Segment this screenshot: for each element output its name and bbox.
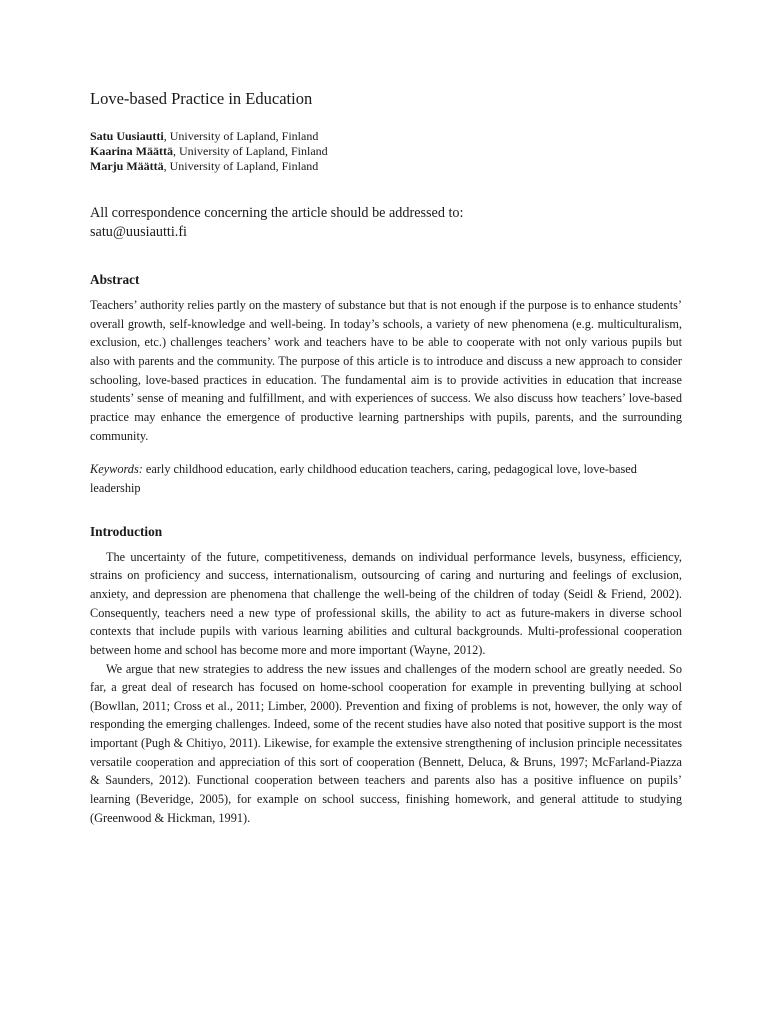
abstract-text: Teachers’ authority relies partly on the mastery of substance but that is not enough if the purpose is to enhance students’ overall growth, self-knowledge and well-being. In today’s schools, a variety of new phenomena (e.g. multiculturalism, exclusion, etc.) challenges teachers’ work and teachers have to be able to cooperate with not only various pupils but also with parents and the community. The purpose of this article is to introduce and discuss a new approach to consider schooling, love-based practices in education. The fundamental aim is to provide activities in education that increase students’ sense of meaning and fulfillment, and with experiences of success. We also discuss how teachers’ love-based practice may enhance the emergence of productive learning partnerships with pupils, parents, and the surrounding community. (90, 298, 682, 443)
author-line (90, 129, 682, 144)
correspondence-note (90, 204, 682, 242)
introduction-paragraph: The uncertainty of the future, competitiveness, demands on individual performance levels, busyness, efficiency, strains on proficiency and success, internationalism, outsourcing of caring and nurturing and feelings of exclusion, anxiety, and depression are phenomena that challenge the well-being of the children of today (Seidl & Friend, 2002). Consequently, teachers need a new type of professional skills, the ability to act as future-makers in diverse school contexts that include pupils with various learning abilities and cultural backgrounds. Multi-professional cooperation between home and school has become more and more important (Wayne, 2012). (90, 549, 682, 657)
paper-title: Love-based Practice in Education (90, 89, 313, 108)
paper-page (90, 88, 682, 827)
author-name: Marju Määttä (90, 159, 164, 173)
keywords (90, 460, 682, 497)
correspondence-line: All correspondence concerning the article should be addressed to: (90, 205, 464, 221)
abstract-heading: Abstract (90, 272, 140, 287)
author-name: Satu Uusiautti (90, 129, 164, 143)
author-name: Kaarina Määttä (90, 144, 173, 158)
correspondence-email: satu@uusiautti.fi (90, 224, 187, 240)
author-line (90, 144, 682, 159)
keywords-text: early childhood education, early childhood education teachers, caring, pedagogical love, love-based leadership (90, 462, 637, 495)
introduction-heading: Introduction (90, 523, 163, 539)
author-affiliation: , University of Lapland, Finland (173, 144, 328, 158)
author-line (90, 159, 682, 174)
author-affiliation: , University of Lapland, Finland (163, 129, 319, 143)
author-affiliation: , University of Lapland, Finland (163, 159, 319, 173)
keywords-label: Keywords: (90, 462, 143, 477)
introduction-paragraph: We argue that new strategies to address the new issues and challenges of the modern school are greatly needed. So far, a great deal of research has focused on home-school cooperation for example in preventing bullying at school (Bowllan, 2011; Cross et al., 2011; Limber, 2000). Prevention and fixing of problems is not, however, the only way of responding the emerging challenges. Indeed, some of the recent studies have also noted that positive support is the most important (Pugh & Chitiyo, 2011). Likewise, for example the extensive strengthening of inclusion principle necessitates versatile cooperation and appreciation of this sort of cooperation (Bennett, Deluca, & Bruns, 1997; McFarland-Piazza & Saunders, 2012). Functional cooperation between teachers and parents also has a positive influence on pupils’ learning (Beveridge, 2005), for example on school success, finishing homework, and general attitude to studying (Greenwood & Hickman, 1991). (90, 661, 682, 825)
author-list (90, 129, 682, 174)
